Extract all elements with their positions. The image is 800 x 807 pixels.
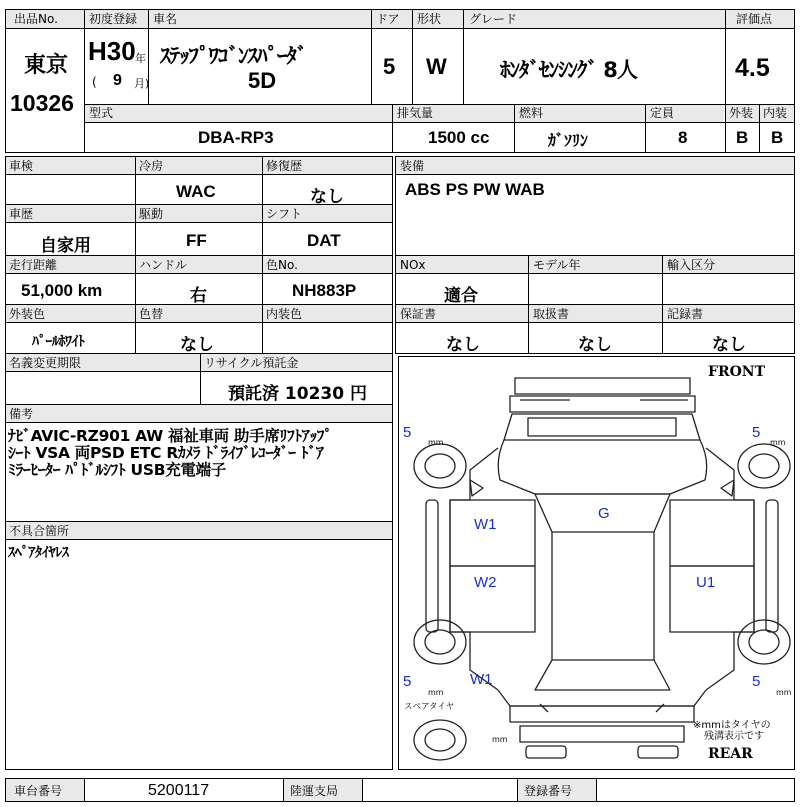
month-unit: 月) xyxy=(134,77,150,90)
remarks-label: 備考 xyxy=(9,407,34,421)
color-change: なし xyxy=(180,335,214,355)
car-name-line2: 5D xyxy=(248,68,277,93)
score-label: 評価点 xyxy=(736,12,773,26)
tread-depth-front-right: 5 xyxy=(752,424,761,441)
grade-label: グレード xyxy=(469,12,518,26)
model-code: DBA-RP3 xyxy=(198,128,274,147)
mm-unit: mm xyxy=(428,688,444,697)
fuel-label: 燃料 xyxy=(519,106,544,120)
exterior-grade-label: 外装 xyxy=(729,106,754,120)
bureau-label: 陸運支局 xyxy=(290,784,339,798)
car-name-label: 車名 xyxy=(153,12,178,26)
car-name-line1: ｽﾃｯﾌﾟﾜｺﾞﾝｽﾊﾟｰﾀﾞ xyxy=(160,44,307,68)
warranty: なし xyxy=(446,335,480,355)
ac: WAC xyxy=(176,182,216,201)
fuel: ｶﾞｿﾘﾝ xyxy=(548,131,589,150)
mileage-label: 走行距離 xyxy=(9,258,58,272)
manual: なし xyxy=(578,335,612,355)
month-paren: ( xyxy=(92,75,97,89)
first-reg-label: 初度登録 xyxy=(89,12,138,26)
damage-mark-left-front-door: W1 xyxy=(474,516,497,533)
color-no-label: 色No. xyxy=(266,258,298,272)
shape: W xyxy=(426,54,447,79)
ext-color-label: 外装色 xyxy=(9,307,46,321)
shift-label: シフト xyxy=(266,207,303,221)
first-reg-month: 9 xyxy=(113,72,122,89)
capacity: 8 xyxy=(678,128,688,147)
int-color-label: 内装色 xyxy=(266,307,303,321)
import-label: 輸入区分 xyxy=(667,258,716,272)
displacement-label: 排気量 xyxy=(397,106,434,120)
chassis-label: 車台番号 xyxy=(14,784,63,798)
handle: 右 xyxy=(190,286,207,306)
rear-label: REAR xyxy=(708,746,753,762)
warranty-label: 保証書 xyxy=(400,307,437,321)
remarks-block xyxy=(8,428,390,479)
nox-label: NOx xyxy=(400,258,426,272)
tread-depth-front-left: 5 xyxy=(403,424,412,441)
model-code-label: 型式 xyxy=(89,106,114,120)
tread-note-line2: 残溝表示です xyxy=(704,731,764,742)
shift: DAT xyxy=(307,231,341,250)
mm-unit: mm xyxy=(770,438,786,447)
vehicle-history: 自家用 xyxy=(40,236,91,256)
mm-unit: mm xyxy=(428,438,444,447)
recycle-deposit: 預託済 10230 円 xyxy=(228,384,367,404)
remarks-line: ﾐﾗｰﾋｰﾀｰ ﾊﾟﾄﾞﾙｼﾌﾄ USB充電端子 xyxy=(8,461,227,479)
reg-no-label: 登録番号 xyxy=(524,784,573,798)
defects-label: 不具合箇所 xyxy=(9,524,70,538)
nox: 適合 xyxy=(444,286,478,306)
score: 4.5 xyxy=(735,54,770,82)
chassis-number: 5200117 xyxy=(148,782,210,799)
interior-grade: B xyxy=(771,128,784,147)
drive-label: 駆動 xyxy=(139,207,164,221)
damage-mark-left-rear-door: W2 xyxy=(474,574,497,591)
ac-label: 冷房 xyxy=(139,159,164,173)
color-no: NH883P xyxy=(292,281,357,300)
damage-mark-roof: G xyxy=(598,505,610,522)
year-unit: 年 xyxy=(135,52,146,65)
doors-label: ドア xyxy=(376,12,400,26)
mm-unit: mm xyxy=(776,688,792,697)
exterior-grade: B xyxy=(736,128,749,147)
color-change-label: 色替 xyxy=(139,307,164,321)
equipment-label: 装備 xyxy=(400,159,425,173)
displacement: 1500 cc xyxy=(428,128,490,147)
records-label: 記録書 xyxy=(667,307,704,321)
recycle-label: リサイクル預託金 xyxy=(204,356,299,370)
interior-grade-label: 内装 xyxy=(763,106,788,120)
manual-label: 取扱書 xyxy=(533,307,570,321)
mileage: 51,000 km xyxy=(21,281,103,300)
front-label: FRONT xyxy=(708,364,765,380)
equipment: ABS PS PW WAB xyxy=(405,180,545,199)
tread-depth-rear-right: 5 xyxy=(752,673,761,690)
shape-label: 形状 xyxy=(417,12,442,26)
inspection-label: 車検 xyxy=(9,159,34,173)
venue: 東京 xyxy=(24,53,69,78)
model-year-label: モデル年 xyxy=(533,258,581,272)
venue-label: 出品No. xyxy=(14,12,58,26)
ext-color: ﾊﾟｰﾙﾎﾜｲﾄ xyxy=(32,334,85,350)
first-reg-era: H30 xyxy=(88,36,136,66)
grade: ﾎﾝﾀﾞｾﾝｼﾝｸﾞ 8人 xyxy=(500,58,637,82)
tread-depth-rear-left: 5 xyxy=(403,673,412,690)
name-change-label: 名義変更期限 xyxy=(9,356,82,370)
doors: 5 xyxy=(383,54,396,79)
records: なし xyxy=(712,335,746,355)
damage-mark-left-rear: W1 xyxy=(470,671,493,688)
spare-tire-label: スペアタイヤ xyxy=(404,702,455,712)
capacity-label: 定員 xyxy=(650,106,675,120)
repair-history: なし xyxy=(310,187,344,207)
lot-number: 10326 xyxy=(10,90,74,116)
remarks-line: ｼｰﾄ VSA 両PSD ETC Rｶﾒﾗ ﾄﾞﾗｲﾌﾞﾚｺｰﾀﾞｰ ﾄﾞｱ xyxy=(8,444,324,462)
remarks-line: ﾅﾋﾞAVIC-RZ901 AW 福祉車両 助手席ﾘﾌﾄｱｯﾌﾟ xyxy=(8,427,332,445)
tread-note-line1: ※mmはタイヤの xyxy=(693,720,771,731)
mm-unit-spare: mm xyxy=(492,735,508,744)
history-label: 車歴 xyxy=(9,207,34,221)
damage-mark-right-rear-door: U1 xyxy=(696,574,716,591)
repair-history-label: 修復歴 xyxy=(266,159,303,173)
drive: FF xyxy=(186,231,207,250)
defects: ｽﾍﾟｱﾀｲﾔﾚｽ xyxy=(8,545,69,561)
handle-label: ハンドル xyxy=(139,258,188,272)
